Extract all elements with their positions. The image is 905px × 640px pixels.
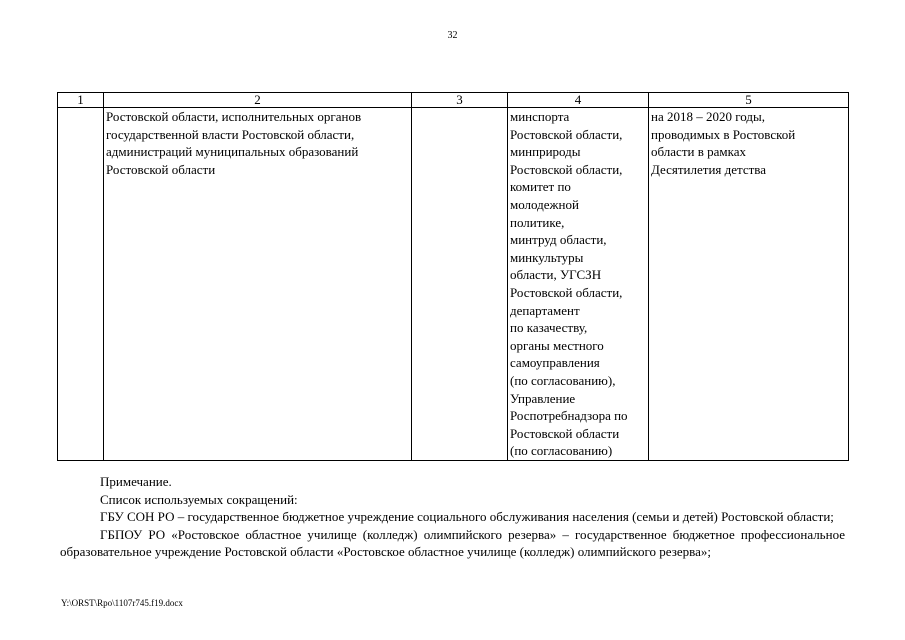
cell-result	[649, 108, 849, 461]
cell-line: администраций муниципальных образований	[106, 144, 359, 160]
cell-line: области, УГСЗН	[510, 267, 602, 283]
notes-title: Примечание.	[100, 474, 172, 489]
cell-line: самоуправления	[510, 355, 600, 371]
column-header-4: 4	[508, 93, 649, 108]
cell-line: Управление	[510, 390, 576, 406]
abbreviation-item: ГБПОУ РО «Ростовское областное училище (колледж) олимпийского резерва» – государственное бюджетное профессиональное образовательное учреждение Ростовской области «Ростовское областное училище (колледж) олимпийского резерва»;	[60, 526, 845, 559]
cell-line: минтруд области,	[510, 232, 607, 248]
cell-line: (по согласованию)	[510, 443, 613, 459]
abbreviations-heading: Список используемых сокращений:	[100, 491, 298, 507]
notes-section	[60, 473, 845, 561]
cell-line: минкультуры	[510, 249, 584, 265]
cell-participants	[104, 108, 412, 461]
table-row	[58, 108, 849, 461]
column-header-3: 3	[412, 93, 508, 108]
cell-line: политике,	[510, 214, 565, 230]
activities-table	[57, 92, 849, 461]
cell-line: Роспотребнадзора по	[510, 408, 628, 424]
file-path: Y:\ORST\Rpo\1107r745.f19.docx	[61, 598, 183, 608]
result-text	[651, 108, 846, 178]
cell-line: Ростовской области, исполнительных органов	[106, 109, 362, 124]
cell-line: проводимых в Ростовской	[651, 126, 796, 142]
participants-text	[106, 108, 409, 178]
abbreviation-item: ГБУ СОН РО – государственное бюджетное учреждение социального обслуживания населения (семьи и детей) Ростовской области;	[100, 509, 834, 524]
cell-line: органы местного	[510, 337, 604, 353]
cell-responsible	[508, 108, 649, 461]
cell-deadline	[412, 108, 508, 461]
cell-line: минспорта	[510, 109, 570, 124]
cell-line: Ростовской области	[106, 161, 216, 177]
cell-line: по казачеству,	[510, 320, 588, 336]
cell-line: комитет по	[510, 179, 571, 195]
cell-line: области в рамках	[651, 144, 746, 160]
cell-line: на 2018 – 2020 годы,	[651, 109, 765, 124]
cell-line: департамент	[510, 302, 580, 318]
cell-line: Десятилетия детства	[651, 161, 767, 177]
cell-line: молодежной	[510, 196, 579, 212]
responsible-text	[510, 108, 646, 460]
cell-line: Ростовской области,	[510, 126, 623, 142]
cell-line: Ростовской области,	[510, 284, 623, 300]
column-header-5: 5	[649, 93, 849, 108]
cell-number	[58, 108, 104, 461]
cell-line: Ростовской области,	[510, 161, 623, 177]
page-number: 32	[447, 30, 458, 41]
cell-line: Ростовской области	[510, 425, 620, 441]
column-header-2: 2	[104, 93, 412, 108]
table-header-row	[58, 93, 849, 108]
cell-line: (по согласованию),	[510, 372, 616, 388]
column-header-1: 1	[58, 93, 104, 108]
cell-line: государственной власти Ростовской области,	[106, 126, 355, 142]
cell-line: минприроды	[510, 144, 581, 160]
